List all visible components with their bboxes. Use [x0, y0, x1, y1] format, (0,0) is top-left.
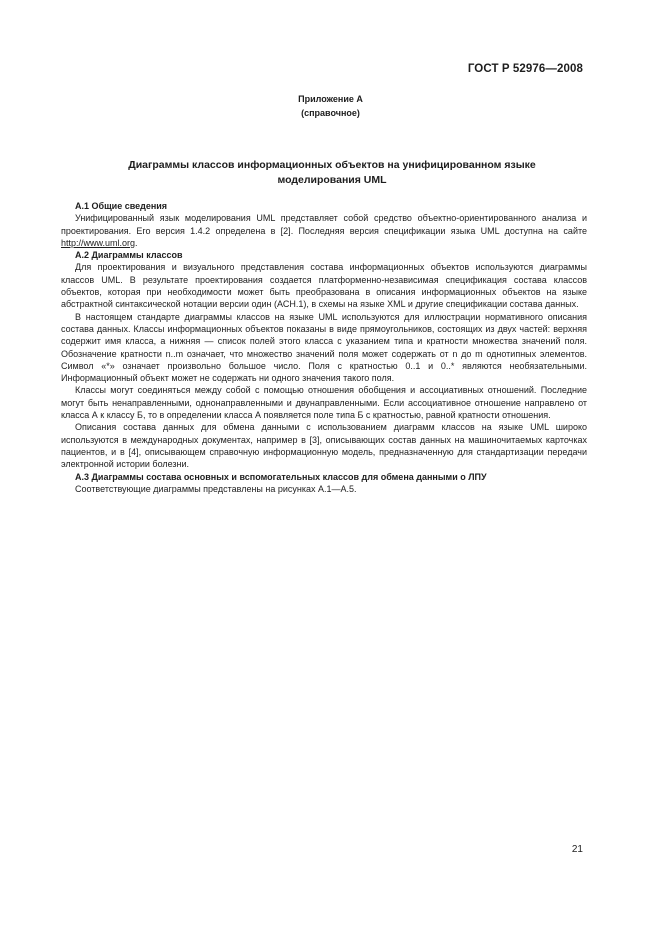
section-a2-heading: А.2 Диаграммы классов — [75, 250, 183, 261]
uml-website-link[interactable]: http://www.uml.org — [61, 237, 136, 248]
appendix-title-line-2: моделирования UML — [277, 174, 387, 186]
section-a2-paragraph-4: Описания состава данных для обмена данными с использованием диаграмм классов на языке UML широко используются в международных документах, например в [3], описывающих состав данных на машиночитаемых карточках пациентов, и в [4], описывающем справочную информационную модель, предназначенную для стандартизации передачи электронной истории болезни. — [61, 422, 587, 470]
section-a3-paragraph-1: Соответствующие диаграммы представлены на рисунках А.1—А.5. — [75, 483, 357, 494]
appendix-label: Приложение А — [298, 94, 363, 104]
section-a1-paragraph-1-end: . — [135, 237, 138, 248]
appendix-title — [82, 158, 582, 188]
section-a2-paragraph-1: Для проектирования и визуального представления состава информационных объектов используются диаграммы классов UML. В результате проектирования создается платформенно-независимая спецификация состава классов объектов, которая при необходимости может быть преобразована в описания информационных объектов на языке абстрактной синтаксической нотации версии один (АСН.1), в схемы на языке XML и другие спецификации состава данных. — [61, 262, 587, 310]
section-a1-paragraph-1-text: Унифицированный язык моделирования UML представляет собой средство объектно-ориентированного анализа и проектирования. Его версия 1.4.2 определена в [2]. Последняя версия спецификации языка UML доступна на сайте — [61, 213, 587, 236]
standard-designation: ГОСТ Р 52976—2008 — [467, 63, 583, 75]
section-a2-paragraph-2: В настоящем стандарте диаграммы классов на языке UML используются для иллюстрации нормативного описания состава данных. Классы информационных объектов показаны в виде прямоугольников, состоящих из двух частей: верхняя содержит имя класса, а нижняя — список полей этого класса с указанием типа и кратности множества значений поля. Обозначение кратности n..m означает, что множество значений поля может содержать от n до m однотипных элементов. Символ «*» означает произвольно большое число. Поля с кратностью 0..1 и 0..* являются необязательными. Информационный объект может не содержать ни одного значения такого поля. — [61, 311, 587, 384]
appendix-type: (справочное) — [301, 108, 360, 118]
page-number: 21 — [571, 844, 583, 855]
section-a2-paragraph-3: Классы могут соединяться между собой с помощью отношения обобщения и ассоциативных отношений. Последние могут быть ненаправленными, однонаправленными и двунаправленными. Если ассоциативное отношение направлено от класса А к классу Б, то в определении класса А появляется поле типа Б с кратностью, равной кратности отношения. — [61, 385, 587, 421]
section-a1-paragraph-1 — [61, 212, 587, 249]
appendix-title-line-1: Диаграммы классов информационных объектов на унифицированном языке — [128, 159, 536, 171]
document-body — [61, 200, 587, 495]
section-a3-heading: А.3 Диаграммы состава основных и вспомогательных классов для обмена данными о ЛПУ — [75, 471, 487, 482]
appendix-heading — [0, 92, 661, 120]
section-a1-heading: А.1 Общие сведения — [75, 201, 168, 211]
